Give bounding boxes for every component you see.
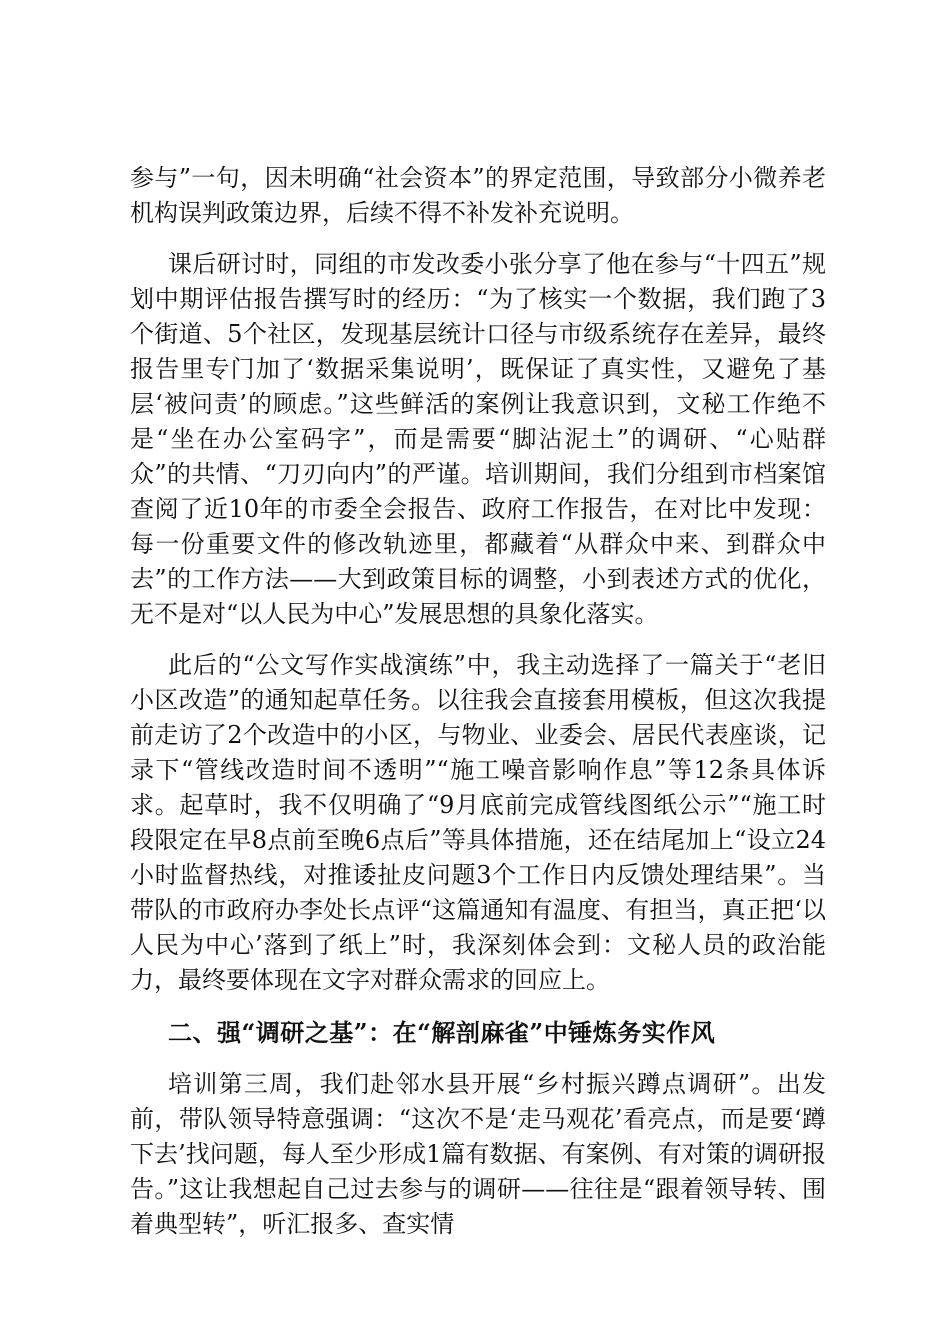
section-heading: 二、强“调研之基”：在“解剖麻雀”中锤炼务实作风 <box>168 1018 716 1047</box>
paragraph-field-research: 培训第三周，我们赴邻水县开展“乡村振兴蹲点调研”。出发前，带队领导特意强调：“这次不是‘走马观花’看亮点，而是要‘蹲下去’找问题，每人至少形成1篇有数据、有案例、有对策的调研报告。”这让我想起自己过去参与的调研——往往是“跟着领导转、围着典型转”，听汇报多、查实情 <box>130 1070 826 1238</box>
paragraph-continuation: 参与”一句，因未明确“社会资本”的界定范围，导致部分小微养老机构误判政策边界，后续不得不补发补充说明。 <box>130 164 826 227</box>
paragraph-seminar-discussion: 课后研讨时，同组的市发改委小张分享了他在参与“十四五”规划中期评估报告撰写时的经历：“为了核实一个数据，我们跑了3个街道、5个社区，发现基层统计口径与市级系统存在差异，最终报告里专门加了‘数据采集说明’，既保证了真实性，又避免了基层‘被问责’的顾虑。”这些鲜活的案例让我意识到，文秘工作绝不是“坐在办公室码字”，而是需要“脚沾泥土”的调研、“心贴群众”的共情、“刀刃向内”的严谨。培训期间，我们分组到市档案馆查阅了近10年的市委全会报告、政府工作报告，在对比中发现：每一份重要文件的修改轨迹里，都藏着“从群众中来、到群众中去”的工作方法——大到政策目标的调整，小到表述方式的优化，无不是对“以人民为中心”发展思想的具象化落实。 <box>130 250 826 628</box>
document-body <box>130 161 826 1242</box>
paragraph-writing-exercise: 此后的“公文写作实战演练”中，我主动选择了一篇关于“老旧小区改造”的通知起草任务。以往我会直接套用模板，但这次我提前走访了2个改造中的小区，与物业、业委会、居民代表座谈，记录下“管线改造时间不透明”“施工噪音影响作息”等12条具体诉求。起草时，我不仅明确了“9月底前完成管线图纸公示”“施工时段限定在早8点前至晚6点后”等具体措施，还在结尾加上“设立24小时监督热线，对推诿扯皮问题3个工作日内反馈处理结果”。当带队的市政府办李处长点评“这篇通知有温度、有担当，真正把‘以人民为中心’落到了纸上”时，我深刻体会到：文秘人员的政治能力，最终要体现在文字对群众需求的回应上。 <box>130 651 826 994</box>
